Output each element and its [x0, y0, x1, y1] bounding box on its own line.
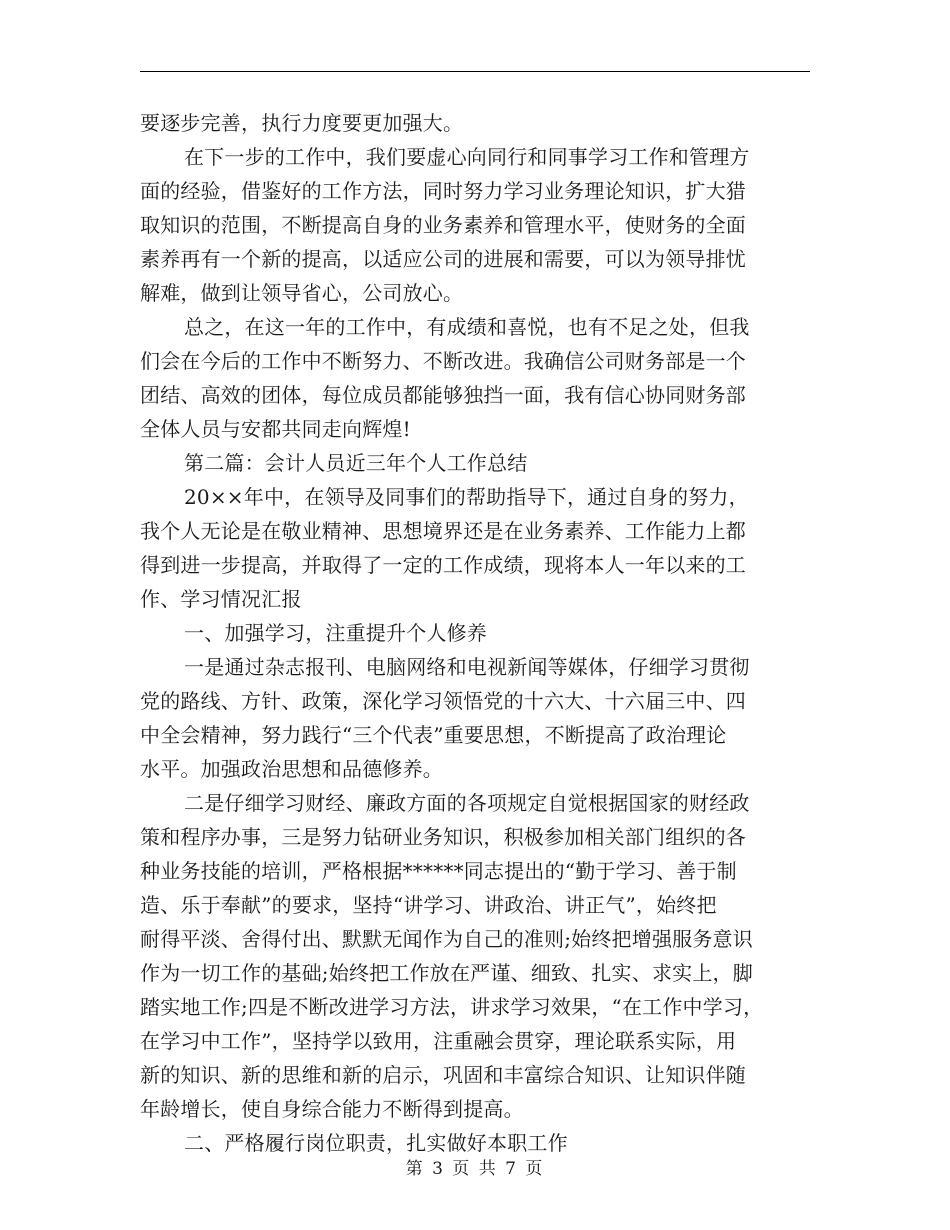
- text-line: 耐得平淡、舍得付出、默默无闻作为自己的准则;始终把增强服务意识: [140, 927, 753, 951]
- text-line: 新的知识、新的思维和新的启示，巩固和丰富综合知识、让知识伴随: [140, 1063, 746, 1087]
- text-line: 面的经验，借鉴好的工作方法，同时努力学习业务理论知识，扩大猎: [140, 179, 746, 203]
- text-line: 年龄增长，使自身综合能力不断得到提高。: [140, 1097, 524, 1121]
- text-line: 踏实地工作;四是不断改进学习方法，讲求学习效果，“在工作中学习，: [140, 995, 764, 1019]
- text-line: 一是通过杂志报刊、电脑网络和电视新闻等媒体，仔细学习贯彻: [184, 655, 750, 679]
- text-line: 取知识的范围，不断提高自身的业务素养和管理水平，使财务的全面: [140, 213, 746, 237]
- text-line: 第二篇：会计人员近三年个人工作总结: [184, 451, 528, 475]
- text-line: 作、学习情况汇报: [140, 587, 302, 611]
- text-line: 得到进一步提高，并取得了一定的工作成绩，现将本人一年以来的工: [140, 553, 746, 577]
- text-line: 团结、高效的团体，每位成员都能够独挡一面，我有信心协同财务部: [140, 383, 746, 407]
- text-line: 们会在今后的工作中不断努力、不断改进。我确信公司财务部是一个: [140, 349, 746, 373]
- text-line: 在学习中工作”，坚持学以致用，注重融会贯穿，理论联系实际，用: [140, 1029, 737, 1053]
- text-line: 全体人员与安都共同走向辉煌!: [140, 417, 411, 441]
- text-line: 中全会精神，努力践行“三个代表”重要思想，不断提高了政治理论: [140, 723, 727, 747]
- text-line: 在下一步的工作中，我们要虚心向同行和同事学习工作和管理方: [184, 145, 750, 169]
- text-line: 总之，在这一年的工作中，有成绩和喜悦，也有不足之处，但我: [184, 315, 750, 339]
- text-line: 种业务技能的培训，严格根据******同志提出的“勤于学习、善于制: [140, 859, 737, 883]
- text-line: 一、加强学习，注重提升个人修养: [184, 621, 487, 645]
- page-number-footer: 第 3 页 共 7 页: [405, 1159, 545, 1179]
- text-line: 二、严格履行岗位职责，扎实做好本职工作: [184, 1131, 568, 1155]
- text-line: 我个人无论是在敬业精神、思想境界还是在业务素养、工作能力上都: [140, 519, 746, 543]
- text-line: 素养再有一个新的提高，以适应公司的进展和需要，可以为领导排忧: [140, 247, 746, 271]
- text-line: 解难，做到让领导省心，公司放心。: [140, 281, 464, 305]
- text-line: 要逐步完善，执行力度要更加强大。: [140, 111, 464, 135]
- text-line: 党的路线、方针、政策，深化学习领悟党的十六大、十六届三中、四: [140, 689, 746, 713]
- text-line: 二是仔细学习财经、廉政方面的各项规定自觉根据国家的财经政: [184, 791, 750, 815]
- text-line: 造、乐于奉献”的要求，坚持“讲学习、讲政治、讲正气”，始终把: [140, 893, 717, 917]
- text-line: 策和程序办事，三是努力钻研业务知识，积极参加相关部门组织的各: [140, 825, 746, 849]
- text-line: 20××年中，在领导及同事们的帮助指导下，通过自身的努力，: [184, 485, 749, 509]
- text-line: 作为一切工作的基础;始终把工作放在严谨、细致、扎实、求实上，脚: [140, 961, 753, 985]
- header-rule: [140, 71, 810, 72]
- document-body: [140, 106, 812, 1160]
- text-line: 水平。加强政治思想和品德修养。: [140, 757, 443, 781]
